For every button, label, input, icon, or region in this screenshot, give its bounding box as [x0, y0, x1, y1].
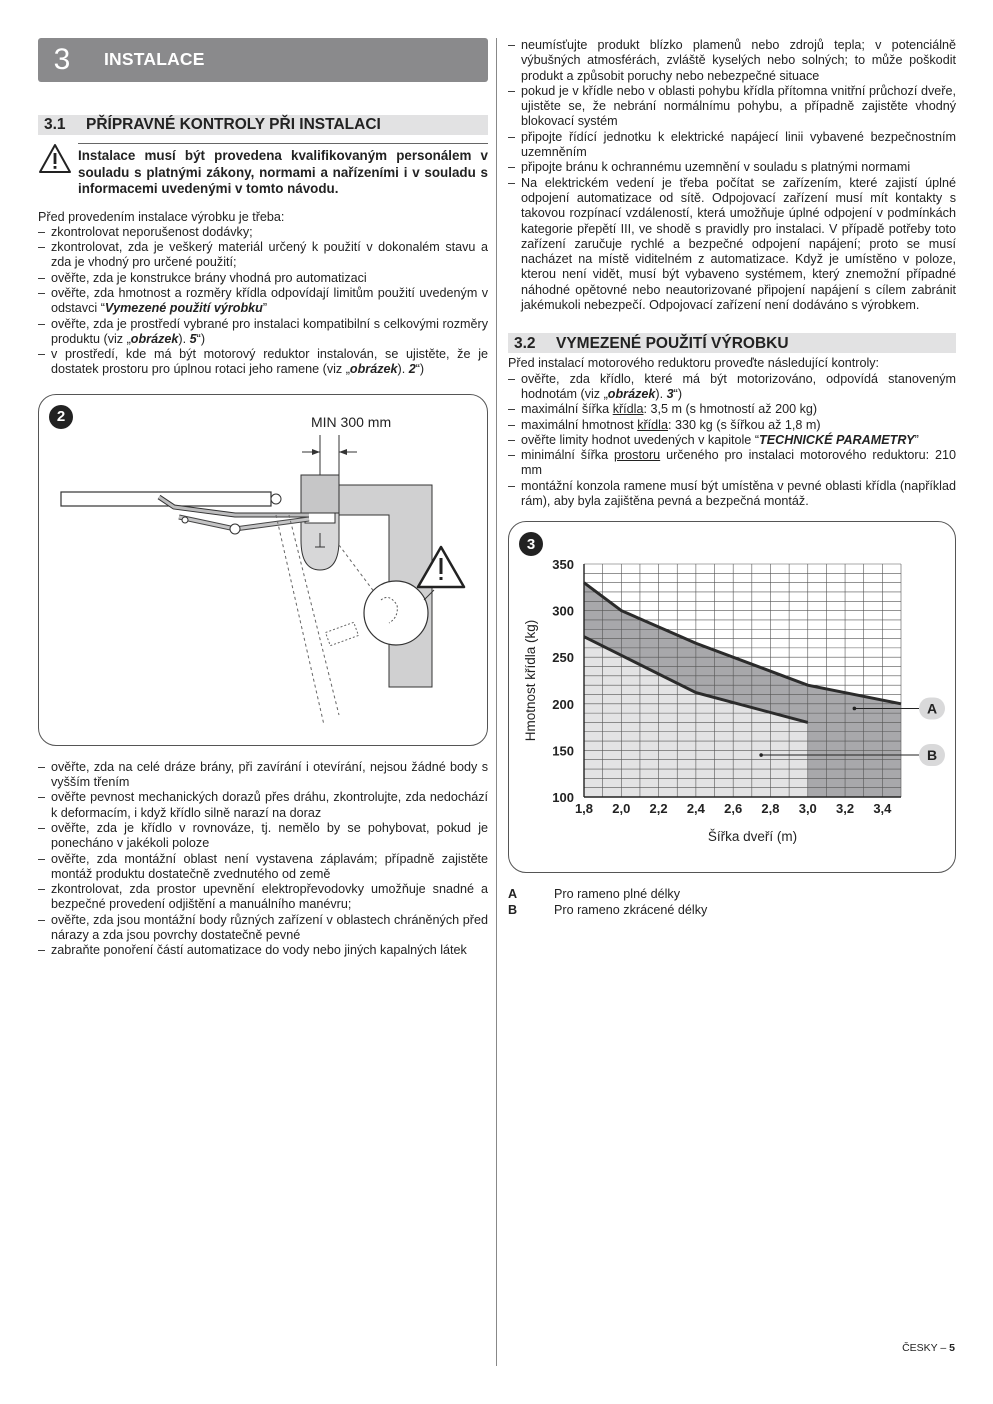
list-item-text: křídla [637, 417, 668, 432]
list-item-text: ” [262, 301, 268, 316]
list-item [38, 882, 488, 913]
callout-label: A [926, 700, 938, 717]
chapter-number: 3 [53, 43, 71, 77]
list-item-text: Na elektrickém vedení je třeba počítat se zařízením, které zajistí úplné odpojení automatizace od sítě. Odpojovací zařízení musí mít kontakty s takovou rozpínací vzdáleností, která umožňuje úplné odpojení v podmínkách kategorie přepětí III, ve shodě s pravidly pro instalaci. V případě potřeby toto zařízení zaručuje rychlé a bezpečné odpojení napájení; proto se musí nacházet na místě viditelném z automatizace. Když je umístěno v poloze, kterou není vidět, musí být vybaveno systémem, který znemožní případné náhodné opětovné nebo neautorizované připojení napájení s cílem zabránit jakémukoli nebezpečí. Odpojovací zařízení není dodáváno s výrobkem. [521, 175, 956, 313]
y-tick-label: 200 [552, 697, 574, 713]
x-axis-label: Šířka dveří (m) [707, 829, 798, 845]
list-item [508, 38, 956, 84]
footer-language: ČESKY – [902, 1342, 950, 1354]
y-tick-label: 100 [552, 790, 574, 806]
list-item [508, 176, 956, 314]
list-item [508, 130, 956, 161]
list-item [508, 433, 956, 448]
list-item-text: Vymezené použití výrobku [104, 301, 263, 316]
list-item [38, 225, 488, 240]
list-item-text: ověřte, zda je křídlo v rovnováze, tj. nemělo by se pohybovat, pokud je ponecháno v jakékoli poloze [51, 820, 488, 851]
list-item-text: 2 [408, 362, 416, 377]
list-item-text: ). [397, 362, 409, 377]
list-item-text: neumísťujte produkt blízko plamenů nebo zdrojů tepla; v potenciálně výbušných atmosférách, zvláště kyselých nebo solných; to může poškodit produkt a způsobit poruchy nebo nebezpečné situace [521, 38, 956, 83]
list-item [508, 160, 956, 175]
list-item [38, 852, 488, 883]
list-item [38, 286, 488, 317]
list-item [38, 943, 488, 958]
list-item-text: ověřte, zda jsou montážní body různých zařízení v oblastech chráněných před nárazy a zda jsou povrchy dostatečně pevné [51, 912, 488, 943]
x-tick-label: 3,4 [873, 801, 892, 817]
list-item-text: ověřte limity hodnot uvedených v kapitole “ [521, 432, 760, 447]
list-item-text: ). [655, 386, 667, 401]
section-number: 3.2 [514, 334, 536, 352]
x-tick-label: 1,8 [574, 801, 594, 817]
list-item-text: křídla [612, 402, 644, 417]
page-number: 5 [949, 1342, 955, 1354]
list-item-text: “) [673, 386, 683, 401]
y-axis-label: Hmotnost křídla (kg) [523, 620, 538, 742]
section-title: PŘÍPRAVNÉ KONTROLY PŘI INSTALACI [86, 116, 381, 134]
legend-text: Pro rameno plné délky [554, 887, 681, 902]
right-column [508, 38, 956, 918]
section-number: 3.1 [44, 116, 66, 134]
list-item-text: ověřte, zda na celé dráze brány, při zavírání i otevírání, nejsou žádné body s vyšším třením [51, 759, 488, 790]
warning-text: Instalace musí být provedena kvalifikovaným personálem v souladu s platnými zákony, normami a nařízeními i v souladu s informacemi uvedenými v tomto návodu. [78, 143, 488, 198]
column-divider [496, 38, 497, 1366]
list-item-text: zabraňte ponoření částí automatizace do vody nebo jiných kapalných látek [51, 943, 467, 958]
list-item-text: připojte bránu k ochrannému uzemnění v souladu s platnými normami [521, 160, 911, 175]
list-item [38, 240, 488, 271]
list-item-text: obrázek [130, 331, 179, 346]
x-tick-label: 2,4 [686, 801, 705, 817]
legend-text: Pro rameno zkrácené délky [554, 902, 708, 917]
legend-item-b [508, 903, 956, 919]
weight-width-chart [509, 522, 957, 872]
list-item-text: 3 [666, 386, 674, 401]
list-item [38, 790, 488, 821]
legend-key: B [508, 902, 518, 917]
list-item-text: : 3,5 m (s hmotností až 200 kg) [643, 402, 818, 417]
x-tick-label: 3,2 [836, 801, 855, 817]
list-item [508, 448, 956, 479]
x-tick-label: 2,2 [649, 801, 668, 817]
section-3-1-heading [38, 115, 488, 135]
list-item-text: TECHNICKÉ PARAMETRY [759, 432, 915, 447]
intro-text-2: Před instalací motorového reduktoru proveďte následující kontroly: [508, 356, 880, 371]
list-item [38, 821, 488, 852]
section-3-2-heading [508, 333, 956, 353]
list-item-text: ověřte, zda hmotnost a rozměry křídla odpovídají limitům použití uvedeným v odstavci “ [51, 285, 488, 316]
figure-2 [38, 394, 488, 746]
list-item-text: maximální šířka [521, 402, 613, 417]
figure-number: 2 [49, 405, 73, 429]
list-item-text: v prostředí, kde má být motorový reduktor instalován, se ujistěte, že je dostatek prostoru pro úplnou rotaci jeho ramene (viz „ [51, 347, 488, 377]
x-tick-label: 3,0 [798, 801, 817, 817]
list-item-text: obrázek [349, 362, 398, 377]
figure-number: 3 [519, 532, 543, 556]
y-tick-label: 300 [552, 603, 574, 619]
y-tick-label: 150 [552, 743, 574, 759]
list-item-text: ” [914, 432, 919, 447]
list-item-text: ověřte, zda je konstrukce brány vhodná pro automatizaci [51, 270, 367, 285]
list-item-text: minimální šířka [521, 448, 614, 463]
figure-3 [508, 521, 956, 873]
x-tick-label: 2,0 [612, 801, 631, 817]
list-item-text: maximální hmotnost [521, 417, 638, 432]
list-item-text: zkontrolovat, zda prostor upevnění elektropřevodovky umožňuje snadné a bezpečné provedení odjištění a manuálního manévru; [51, 882, 488, 912]
list-item [38, 913, 488, 944]
x-tick-label: 2,8 [761, 801, 780, 817]
list-item [508, 84, 956, 130]
dimension-label: MIN 300 mm [311, 413, 392, 430]
chapter-title: INSTALACE [104, 49, 205, 70]
list-item-text: ověřte, zda křídlo, které má být motorizováno, odpovídá stanoveným hodnotám (viz „ [521, 371, 956, 401]
list-item-text: montážní konzola ramene musí být umístěna v pevné oblasti křídla (například rám), aby byla zajištěna pevná a bezpečná montáž. [521, 478, 956, 509]
list-item-text: ověřte pevnost mechanických dorazů přes dráhu, zkontrolujte, zda nedochází k deformacím, i když křídlo silně narazí na doraz [51, 790, 488, 820]
list-item-text: ověřte, zda montážní oblast není vystavena záplavám; případně zajistěte montáž produktu dostatečně zvednutého od země [51, 851, 488, 881]
list-item-text: prostoru [613, 448, 661, 463]
list-item-text: : 330 kg (s šířkou až 1,8 m) [667, 417, 821, 432]
list-item-text: obrázek [607, 386, 656, 401]
list-item [38, 317, 488, 348]
warning-block [38, 143, 488, 198]
additional-checklist [38, 760, 488, 959]
x-tick-label: 2,6 [724, 801, 743, 817]
list-item-text: “) [415, 362, 425, 377]
figure-legend [508, 887, 956, 918]
y-tick-label: 250 [552, 650, 574, 666]
list-item-text: ). [178, 331, 190, 346]
list-item-text: určeného pro instalaci motorového reduktoru: 210 mm [521, 448, 956, 478]
intro-text: Před provedením instalace výrobku je třeba: [38, 209, 285, 224]
gate-opener-drawing [39, 395, 489, 745]
usage-limits-list [508, 372, 956, 510]
preinstall-checklist [38, 225, 488, 378]
list-item-text: zkontrolovat, zda je veškerý materiál určený k použití v dokonalém stavu a zda je vhodný pro určené použití; [51, 240, 488, 270]
list-item-text: ověřte, zda je prostředí vybrané pro instalaci kompatibilní s celkovými rozměry produktu (viz „ [51, 316, 488, 346]
y-tick-label: 350 [552, 557, 574, 573]
list-item-text: pokud je v křídle nebo v oblasti pohybu křídla přítomna vnitřní průchozí dveře, ujistěte se, že nebrání normálnímu pohybu, a případně zajistěte vhodný blokovací systém [521, 83, 956, 129]
legend-item-a [508, 887, 956, 903]
list-item [508, 479, 956, 510]
list-item [38, 760, 488, 791]
warning-icon [38, 143, 78, 198]
list-item [508, 372, 956, 403]
list-item [508, 402, 956, 417]
list-item [38, 347, 488, 378]
chapter-header [38, 38, 488, 82]
list-item [38, 271, 488, 286]
list-item-text: “) [196, 331, 206, 346]
legend-key: A [508, 887, 518, 902]
left-column [38, 38, 488, 959]
list-item-text: připojte řídící jednotku k elektrické napájecí linii vybavené bezpečnostním uzemněním [521, 129, 956, 160]
section-title: VYMEZENÉ POUŽITÍ VÝROBKU [556, 334, 789, 352]
environment-checklist [508, 38, 956, 313]
list-item-text: 5 [189, 331, 197, 346]
list-item [508, 418, 956, 433]
list-item-text: zkontrolovat neporušenost dodávky; [51, 224, 253, 239]
page-footer [902, 1342, 955, 1354]
callout-label: B [926, 747, 938, 764]
